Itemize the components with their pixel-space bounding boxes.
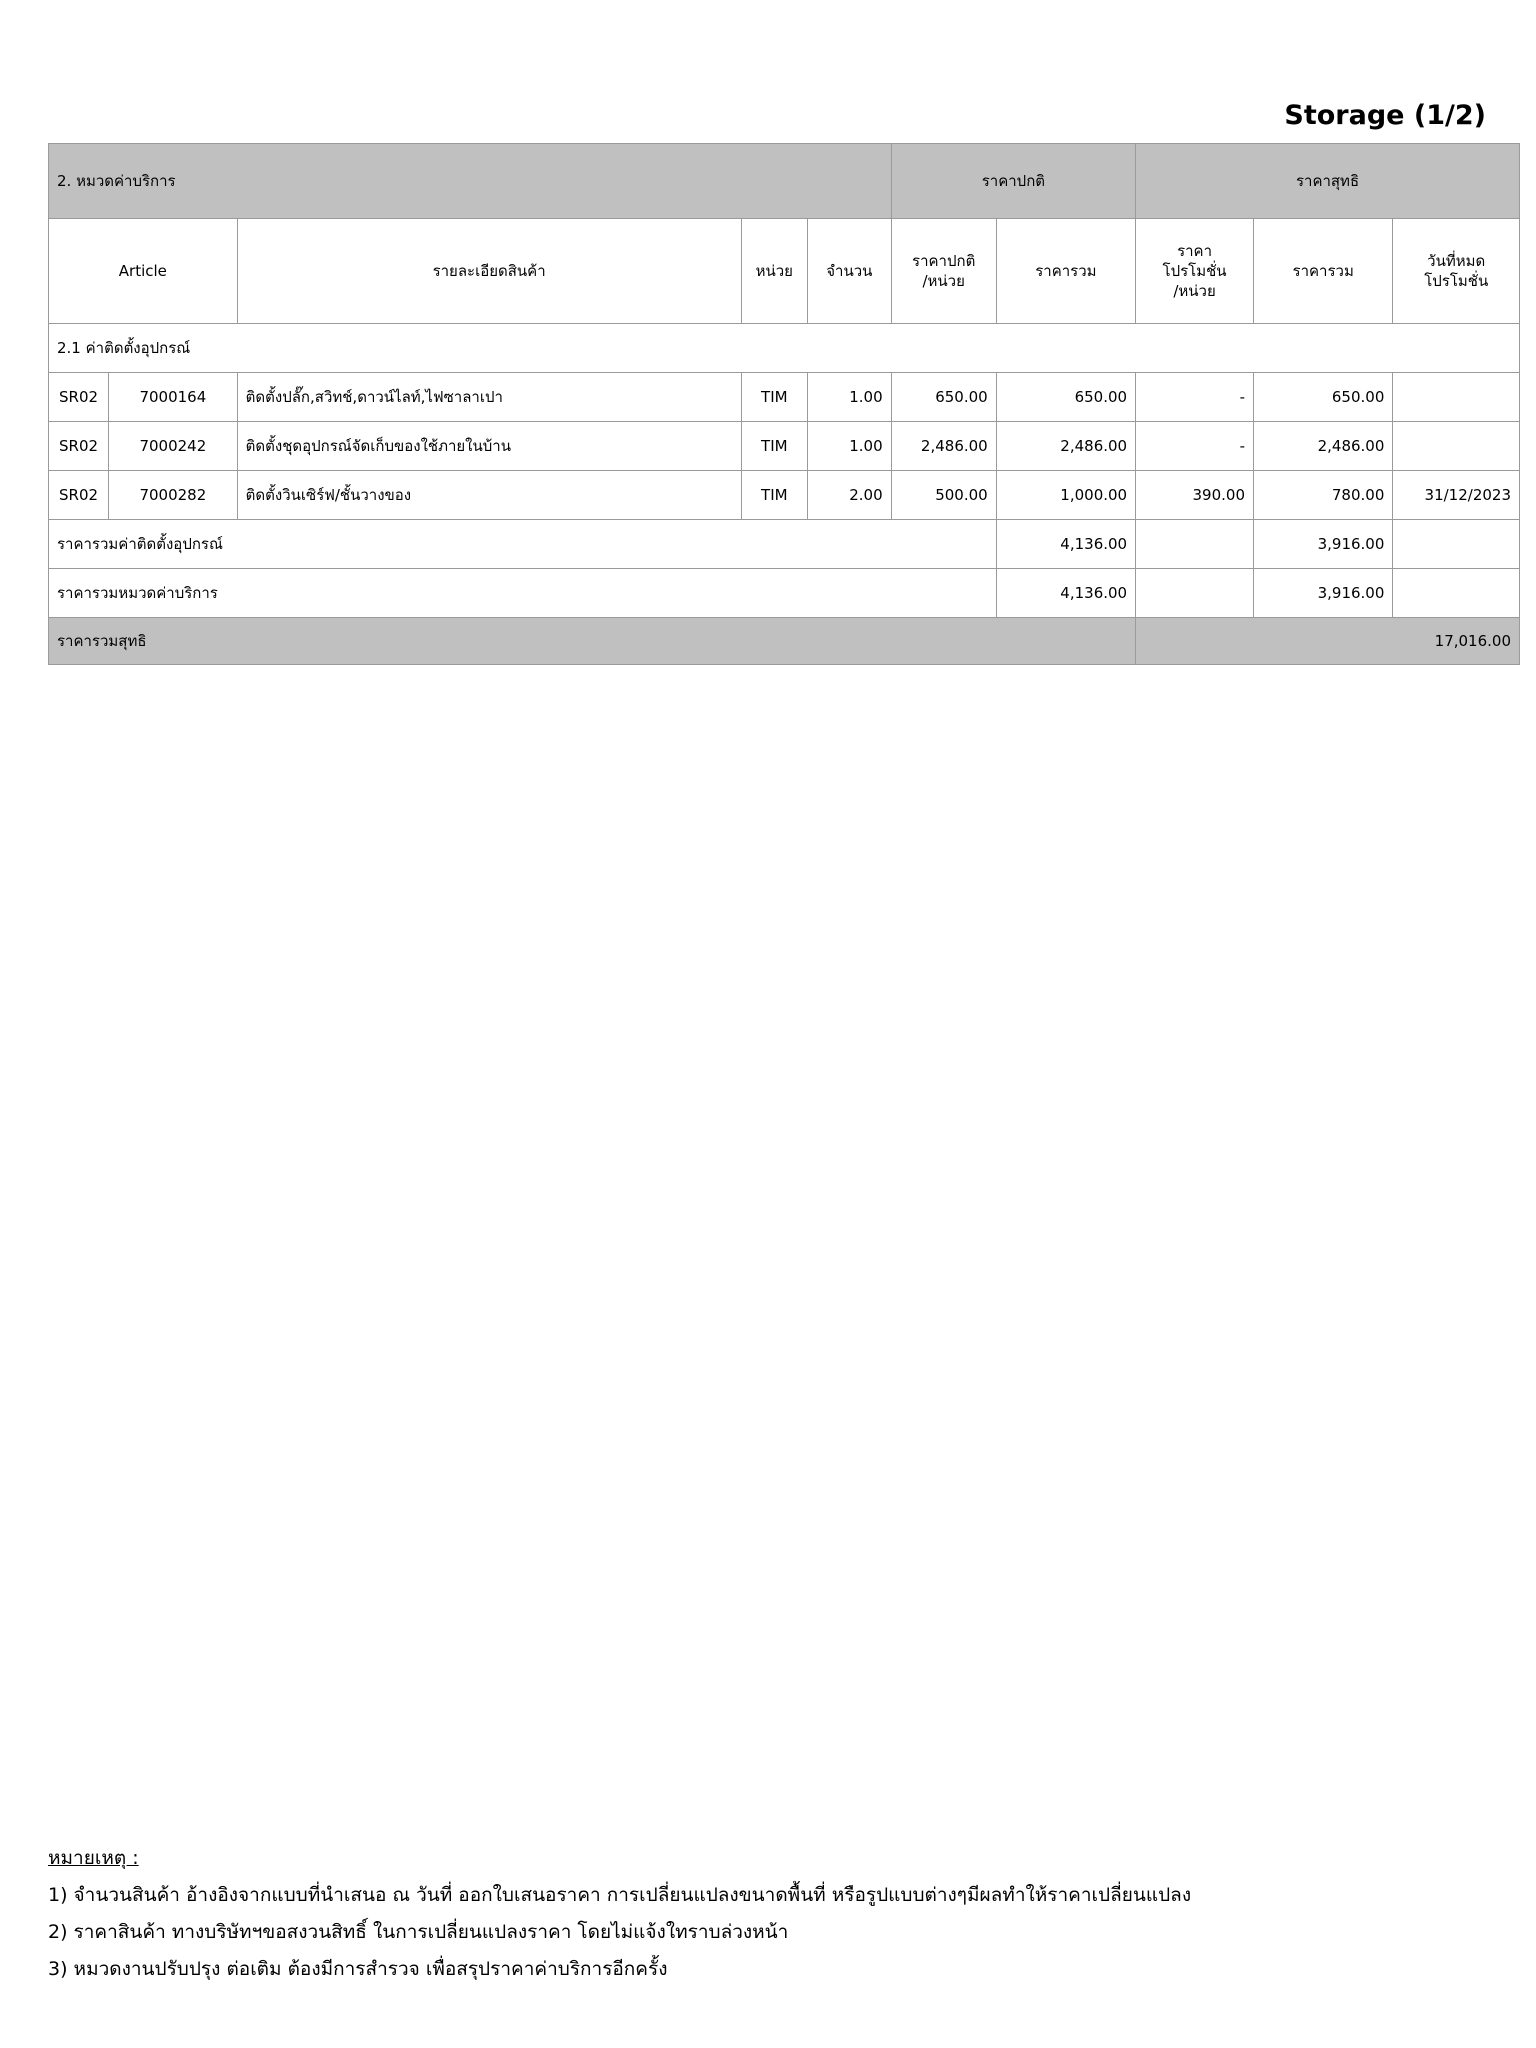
- page-title: [48, 0, 1488, 131]
- cell-promo-expiry: [1393, 373, 1520, 422]
- cell-promo-unit-price: 390.00: [1136, 471, 1254, 520]
- cell-qty: 1.00: [808, 373, 892, 422]
- col-header-promo-expiry-line2: โปรโมชั่น: [1424, 272, 1489, 290]
- summary-promo-expiry-blank: [1393, 569, 1520, 618]
- group-header-normal-price: ราคาปกติ: [891, 144, 1135, 219]
- summary-label: ราคารวมค่าติดตั้งอุปกรณ์: [49, 520, 997, 569]
- cell-promo-expiry: 31/12/2023: [1393, 471, 1520, 520]
- col-header-unit: หน่วย: [741, 219, 807, 324]
- table-row: [49, 422, 1520, 471]
- grand-total-value: 17,016.00: [1136, 618, 1520, 665]
- col-header-promo-expiry-line1: วันที่หมด: [1427, 251, 1486, 270]
- group-header-net-price: ราคาสุทธิ: [1136, 144, 1520, 219]
- summary-promo-expiry-blank: [1393, 520, 1520, 569]
- cell-unit-price: 650.00: [891, 373, 996, 422]
- cell-description: ติดตั้งปลั๊ก,สวิทช์,ดาวน์ไลท์,ไฟซาลาเปา: [237, 373, 741, 422]
- cell-unit-price: 2,486.00: [891, 422, 996, 471]
- note-item: 3) หมวดงานปรับปรุง ต่อเติม ต้องมีการสำรวจ เพื่อสรุปราคาค่าบริการอีกครั้ง: [48, 1957, 668, 1980]
- quotation-table: [48, 143, 1520, 665]
- cell-total-price: 1,000.00: [996, 471, 1135, 520]
- subsection-row: [49, 324, 1520, 373]
- table-row: [49, 373, 1520, 422]
- col-header-unit-price: [891, 219, 996, 324]
- col-header-description: รายละเอียดสินค้า: [237, 219, 741, 324]
- cell-code: SR02: [49, 471, 109, 520]
- cell-article: 7000282: [109, 471, 238, 520]
- grand-total-row: [49, 618, 1520, 665]
- cell-promo-total: 650.00: [1254, 373, 1393, 422]
- cell-unit: TIM: [741, 373, 807, 422]
- col-header-total-price: ราคารวม: [996, 219, 1135, 324]
- col-header-qty: จำนวน: [808, 219, 892, 324]
- col-header-promo-expiry: [1393, 219, 1520, 324]
- notes-header: หมายเหตุ :: [48, 1846, 139, 1869]
- note-item: 2) ราคาสินค้า ทางบริษัทฯขอสงวนสิทธิ์ ในการเปลี่ยนแปลงราคา โดยไม่แจ้งใทราบล่วงหน้า: [48, 1920, 789, 1943]
- summary-promo-total: 3,916.00: [1254, 569, 1393, 618]
- note-item: 1) จำนวนสินค้า อ้างอิงจากแบบที่นำเสนอ ณ วันที่ ออกใบเสนอราคา การเปลี่ยนแปลงขนาดพื้นที่ หรือรูปแบบต่างๆมีผลทำให้ราคาเปลี่ยนแปลง: [48, 1883, 1192, 1906]
- col-header-promo-unit-line2: โปรโมชั่น: [1162, 261, 1227, 280]
- col-header-promo-total: ราคารวม: [1254, 219, 1393, 324]
- summary-total-price: 4,136.00: [996, 520, 1135, 569]
- cell-total-price: 2,486.00: [996, 422, 1135, 471]
- cell-qty: 1.00: [808, 422, 892, 471]
- cell-promo-total: 2,486.00: [1254, 422, 1393, 471]
- summary-promo-unit-blank: [1136, 520, 1254, 569]
- cell-promo-expiry: [1393, 422, 1520, 471]
- group-header-category: 2. หมวดค่าบริการ: [49, 144, 892, 219]
- col-header-promo-unit-line3: /หน่วย: [1173, 282, 1216, 301]
- page-title-number: (1/2): [1413, 100, 1486, 131]
- summary-row: [49, 520, 1520, 569]
- table-row: [49, 471, 1520, 520]
- cell-promo-unit-price: -: [1136, 422, 1254, 471]
- summary-promo-total: 3,916.00: [1254, 520, 1393, 569]
- cell-unit-price: 500.00: [891, 471, 996, 520]
- col-header-unit-price-line2: /หน่วย: [922, 272, 965, 290]
- summary-promo-unit-blank: [1136, 569, 1254, 618]
- summary-row: [49, 569, 1520, 618]
- cell-description: ติดตั้งชุดอุปกรณ์จัดเก็บของใช้ภายในบ้าน: [237, 422, 741, 471]
- table-group-header-row: [49, 144, 1520, 219]
- cell-unit: TIM: [741, 422, 807, 471]
- cell-code: SR02: [49, 422, 109, 471]
- col-header-promo-unit-line1: ราคา: [1177, 241, 1213, 260]
- page-title-main: Storage: [1284, 100, 1405, 131]
- summary-total-price: 4,136.00: [996, 569, 1135, 618]
- cell-unit: TIM: [741, 471, 807, 520]
- cell-promo-unit-price: -: [1136, 373, 1254, 422]
- cell-total-price: 650.00: [996, 373, 1135, 422]
- cell-qty: 2.00: [808, 471, 892, 520]
- table-column-header-row: [49, 219, 1520, 324]
- grand-total-label: ราคารวมสุทธิ: [49, 618, 1136, 665]
- col-header-unit-price-line1: ราคาปกติ: [912, 251, 976, 270]
- notes-section: [48, 1840, 1488, 1988]
- cell-article: 7000242: [109, 422, 238, 471]
- col-header-promo-unit-price: [1136, 219, 1254, 324]
- cell-description: ติดตั้งวินเซิร์ฟ/ชั้นวางของ: [237, 471, 741, 520]
- cell-article: 7000164: [109, 373, 238, 422]
- col-header-article: Article: [49, 219, 238, 324]
- summary-label: ราคารวมหมวดค่าบริการ: [49, 569, 997, 618]
- subsection-label: 2.1 ค่าติดตั้งอุปกรณ์: [49, 324, 1520, 373]
- cell-code: SR02: [49, 373, 109, 422]
- cell-promo-total: 780.00: [1254, 471, 1393, 520]
